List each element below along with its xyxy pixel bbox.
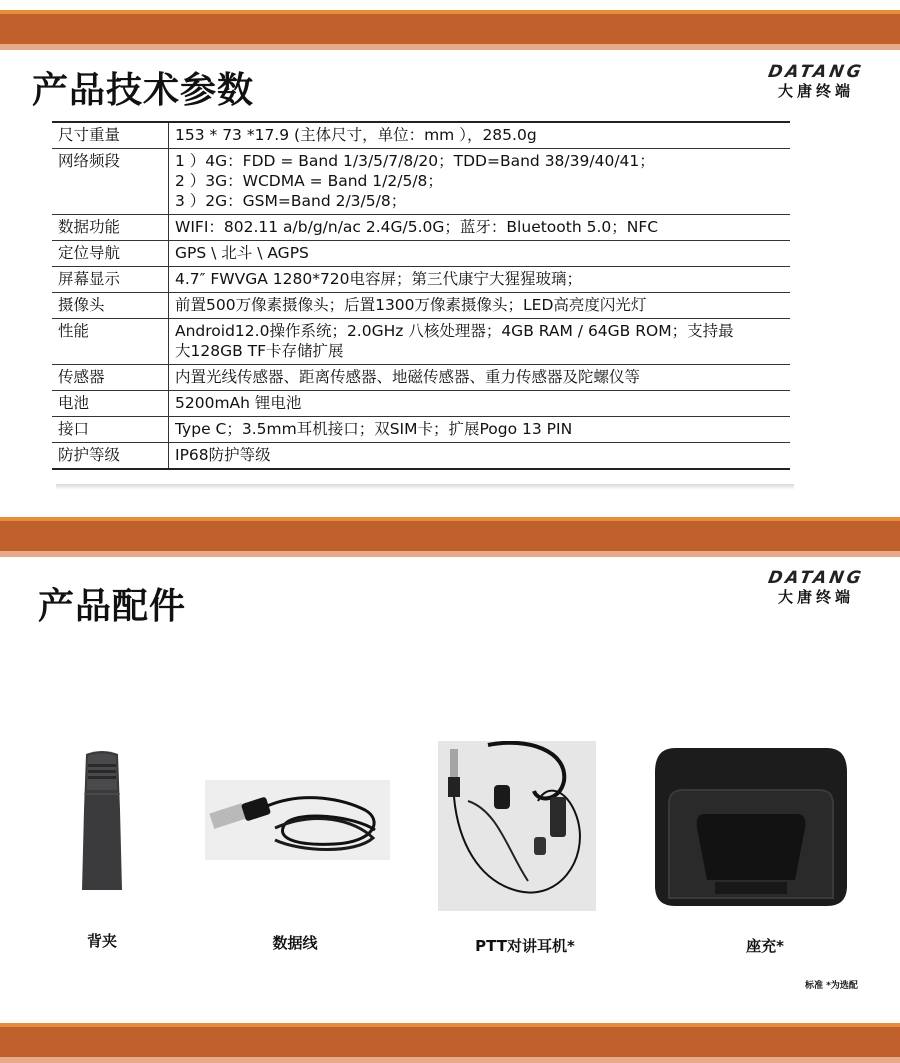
datang-logo [752, 62, 880, 101]
spec-row [52, 241, 790, 267]
spec-row [52, 417, 790, 443]
spec-value-line: 前置500万像素摄像头；后置1300万像素摄像头；LED高亮度闪光灯 [175, 296, 647, 314]
section-title-accessories: 产品配件 [38, 586, 187, 627]
accessory-caption-back-clip: 背夹 [86, 932, 117, 950]
spec-value-line: GPS \ 北斗 \ AGPS [175, 244, 309, 262]
spec-value [169, 122, 791, 149]
logo-latin-text: DATANG [766, 568, 866, 588]
spec-label: 尺寸重量 [52, 122, 169, 149]
spec-label: 性能 [52, 319, 169, 365]
spec-value [169, 443, 791, 470]
spec-value [169, 319, 791, 365]
spec-value [169, 149, 791, 215]
footnote: 标准 *为选配 [805, 981, 858, 991]
spec-value-line: 1 ）4G：FDD = Band 1/3/5/7/8/20；TDD=Band 38/39/40/41； [175, 152, 655, 170]
spec-value [169, 293, 791, 319]
spec-value [169, 241, 791, 267]
spec-row [52, 267, 790, 293]
spec-label: 网络频段 [52, 149, 169, 215]
spec-value-line: 2 ）3G：WCDMA = Band 1/2/5/8； [175, 172, 443, 190]
charging-cradle-image [655, 748, 847, 910]
accessory-caption-usb-cable: 数据线 [272, 934, 318, 952]
bottom-footer-band [0, 1023, 900, 1063]
spec-label: 屏幕显示 [52, 267, 169, 293]
spec-value [169, 267, 791, 293]
spec-row [52, 319, 790, 365]
logo-chinese-text: 大唐终端 [777, 588, 854, 606]
ptt-earpiece-image [438, 741, 596, 915]
spec-row [52, 443, 790, 470]
logo-latin-text: DATANG [766, 62, 866, 82]
spec-row [52, 122, 790, 149]
top-header-band [0, 10, 900, 50]
spec-value [169, 417, 791, 443]
spec-value-line: Android12.0操作系统；2.0GHz 八核处理器；4GB RAM / 64GB ROM；支持最 [175, 322, 734, 340]
spec-value [169, 391, 791, 417]
spec-value [169, 365, 791, 391]
section-title-specs: 产品技术参数 [32, 70, 255, 111]
spec-row [52, 149, 790, 215]
usb-cable-image [205, 780, 390, 864]
spec-value [169, 215, 791, 241]
spec-row [52, 215, 790, 241]
logo-chinese-text: 大唐终端 [777, 82, 854, 100]
middle-header-band [0, 517, 900, 557]
spec-value-line: 5200mAh 锂电池 [175, 394, 302, 412]
spec-label: 定位导航 [52, 241, 169, 267]
spec-label: 防护等级 [52, 443, 169, 470]
spec-value-line: WIFI：802.11 a/b/g/n/ac 2.4G/5.0G；蓝牙：Bluetooth 5.0；NFC [175, 218, 659, 236]
spec-value-line: 4.7″ FWVGA 1280*720电容屏；第三代康宁大猩猩玻璃； [175, 270, 583, 288]
accessory-caption-ptt-earpiece: PTT对讲耳机* [475, 937, 575, 955]
accessory-caption-charging-cradle: 座充* [746, 937, 784, 955]
spec-label: 数据功能 [52, 215, 169, 241]
spec-value-line: 大128GB TF卡存储扩展 [175, 342, 344, 360]
spec-row [52, 293, 790, 319]
spec-label: 接口 [52, 417, 169, 443]
spec-label: 传感器 [52, 365, 169, 391]
spec-table [52, 121, 790, 470]
spec-label: 摄像头 [52, 293, 169, 319]
spec-value-line: IP68防护等级 [175, 446, 271, 464]
datang-logo [752, 568, 880, 607]
back-clip-image [80, 750, 124, 899]
spec-label: 电池 [52, 391, 169, 417]
spec-row [52, 391, 790, 417]
spec-row [52, 365, 790, 391]
spec-value-line: 3 ）2G：GSM=Band 2/3/5/8； [175, 192, 407, 210]
spec-value-line: Type C；3.5mm耳机接口；双SIM卡；扩展Pogo 13 PIN [175, 420, 573, 438]
table-shadow [56, 484, 794, 490]
spec-value-line: 内置光线传感器、距离传感器、地磁传感器、重力传感器及陀螺仪等 [175, 368, 641, 386]
spec-value-line: 153 * 73 *17.9 (主体尺寸，单位：mm ），285.0g [175, 126, 537, 144]
